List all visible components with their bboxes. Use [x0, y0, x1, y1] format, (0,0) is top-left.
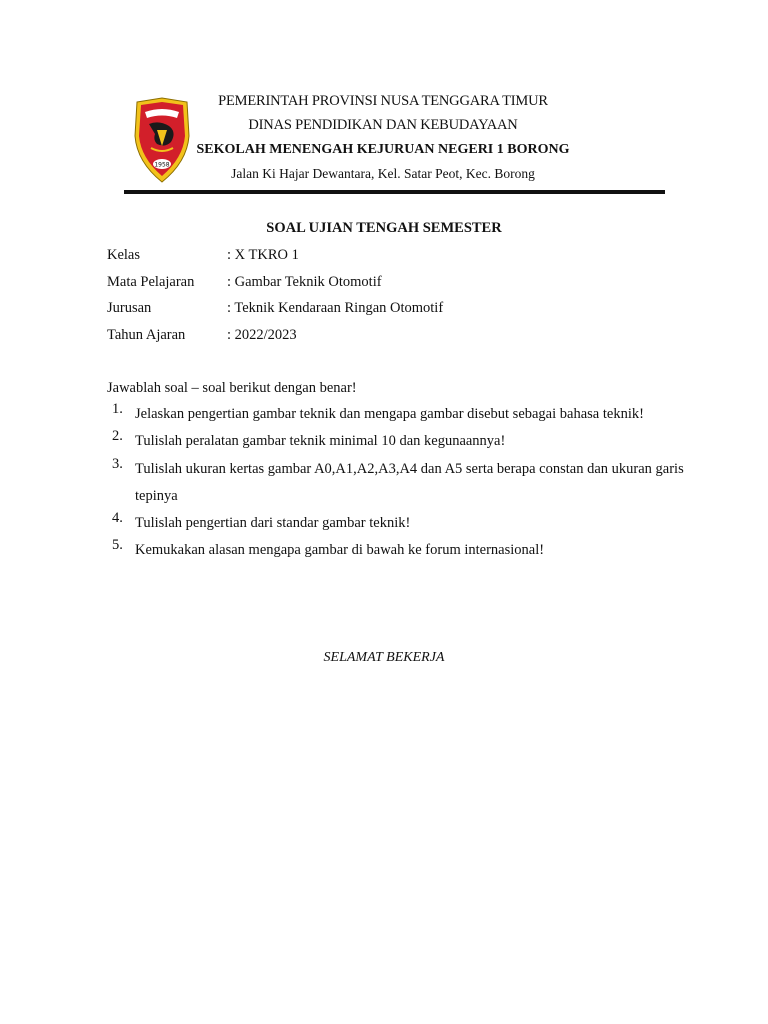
question-text: Kemukakan alasan mengapa gambar di bawah ke forum internasional!	[135, 542, 545, 558]
header-department-line: DINAS PENDIDIKAN DAN KEBUDAYAAN	[248, 117, 518, 133]
question-text: Jelaskan pengertian gambar teknik dan mengapa gambar disebut sebagai bahasa teknik!	[135, 406, 644, 422]
info-value: : Teknik Kendaraan Ringan Otomotif	[227, 300, 444, 316]
letterhead-divider	[124, 190, 665, 194]
info-value: : X TKRO 1	[227, 247, 299, 263]
info-value: : Gambar Teknik Otomotif	[227, 274, 382, 290]
info-label: Tahun Ajaran	[107, 327, 186, 343]
svg-text:1958: 1958	[154, 161, 170, 169]
closing-text: SELAMAT BEKERJA	[323, 650, 445, 665]
question-number: 1.	[112, 401, 123, 417]
info-label: Kelas	[107, 247, 141, 263]
header-address: Jalan Ki Hajar Dewantara, Kel. Satar Peot, Kec. Borong	[231, 166, 535, 181]
instruction-text: Jawablah soal – soal berikut dengan benar!	[107, 380, 357, 396]
header-school-name: SEKOLAH MENENGAH KEJURUAN NEGERI 1 BORONG	[196, 142, 570, 157]
exam-title: SOAL UJIAN TENGAH SEMESTER	[266, 220, 502, 236]
question-text: Tulislah ukuran kertas gambar A0,A1,A2,A3,A4 dan A5 serta berapa constan dan ukuran garis tepinya	[135, 461, 684, 504]
info-label: Mata Pelajaran	[107, 274, 195, 290]
header-government-line: PEMERINTAH PROVINSI NUSA TENGGARA TIMUR	[218, 93, 548, 109]
question-number: 4.	[112, 510, 123, 526]
question-number: 3.	[112, 456, 123, 472]
question-text: Tulislah pengertian dari standar gambar teknik!	[135, 515, 411, 531]
question-number: 2.	[112, 428, 123, 444]
info-label: Jurusan	[107, 300, 152, 316]
question-text: Tulislah peralatan gambar teknik minimal 10 dan kegunaannya!	[135, 433, 506, 449]
question-number: 5.	[112, 537, 123, 553]
info-value: : 2022/2023	[227, 327, 297, 343]
